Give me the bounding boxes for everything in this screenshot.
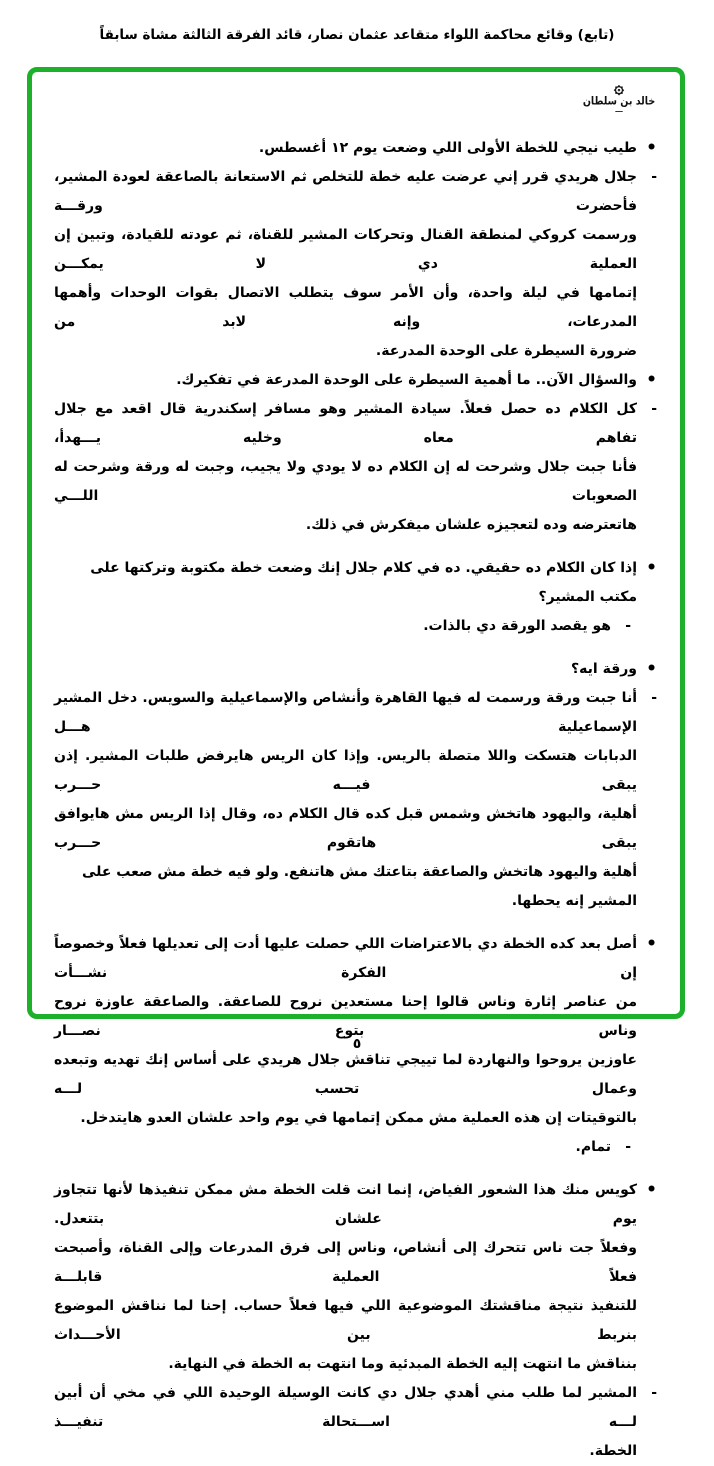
text-line: كل الكلام ده حصل فعلاً. سيادة المشير وهو مسافر إسكندرية قال اقعد مع جلال تفاهم معاه وخليه يـــهدأ، <box>54 401 637 446</box>
text-line: أهلية واليهود هاتخش والصاعقة بتاعتك مش هاتنفع. ولو فيه خطة مش صعب على المشير إنه يحطها. <box>81 864 637 909</box>
text-line: إذا كان الكلام ده حقيقي. ده في كلام جلال إنك وضعت خطة مكتوبة وتركتها على مكتب المشير؟ <box>90 560 637 605</box>
text-line: من عناصر إثارة وناس قالوا إحنا مستعدين نروح للصاعقة. والصاعقة عاوزة نروح وناس بتوع نصـــار <box>54 994 637 1039</box>
question-paragraph <box>54 134 657 163</box>
bullet-marker: • <box>646 558 657 578</box>
text-line: فأنا جبت جلال وشرحت له إن الكلام ده لا يودي ولا يجيب، وجبت له ورقة وشرحت له الصعوبات اللـــي <box>54 459 637 504</box>
bullet-marker: • <box>646 1180 657 1200</box>
content-paragraphs <box>32 134 680 1466</box>
text-line: بالتوقيتات إن هذه العملية مش ممكن إتمامها في يوم واحد علشان العدو هايتدخل. <box>80 1110 637 1126</box>
answer-paragraph <box>54 395 657 540</box>
question-paragraph <box>54 930 657 1133</box>
question-paragraph <box>54 1176 657 1379</box>
text-line: تمام. <box>575 1139 611 1155</box>
text-line: الدبابات هتسكت واللا متصلة بالريس. وإذا كان الريس هايرفض طلبات المشير. إذن يبقى فيـــه حـــرب <box>54 748 637 793</box>
stamp-name: خالد بن سلطان <box>582 95 656 108</box>
answer-paragraph <box>54 684 657 916</box>
text-line: وفعلاً جت ناس تتحرك إلى أنشاص، وناس إلى فرق المدرعات وإلى القناة، وأصبحت فعلاً العملية قابلـــة <box>54 1240 637 1285</box>
text-line: أصل بعد كده الخطة دي بالاعتراضات اللي حصلت عليها أدت إلى تعديلها فعلاً وخصوصاً إن الفكرة نشـــأت <box>54 936 637 981</box>
question-paragraph <box>54 554 657 612</box>
text-line: الخطة. <box>589 1443 637 1459</box>
stamp-crest-icon: ۞ <box>614 78 624 98</box>
text-line: ورقة ايه؟ <box>571 661 637 677</box>
dash-marker: - <box>651 169 657 185</box>
text-line: هاتعترضه وده لتعجيزه علشان ميفكرش في ذلك. <box>305 517 637 533</box>
text-line: ورسمت كروكي لمنطقة القنال وتحركات المشير للقناة، ثم عودته للقيادة، وتبين إن العملية دي لا يمكـــن <box>54 227 637 272</box>
text-line: المشير لما طلب مني أهدي جلال دي كانت الوسيلة الوحيدة اللي في مخي أن أبين لـــه اســـتحالة تنفيـــذ <box>54 1385 637 1430</box>
page-border-frame <box>27 67 685 1459</box>
question-paragraph <box>54 655 657 684</box>
text-line: بنناقش ما انتهت إليه الخطة المبدئية وما انتهت به الخطة في النهاية. <box>168 1356 637 1372</box>
text-line: طيب نيجي للخطة الأولى اللي وضعت يوم ١٢ أغسطس. <box>258 140 637 156</box>
bullet-marker: • <box>646 934 657 954</box>
answer-paragraph <box>54 612 631 641</box>
page-number: ٥ <box>352 1036 362 1052</box>
bullet-marker: • <box>646 659 657 679</box>
text-line: هو يقصد الورقة دي بالذات. <box>423 618 611 634</box>
answer-paragraph <box>54 1133 631 1162</box>
question-paragraph <box>54 366 657 395</box>
khalid-bin-sultan-stamp <box>580 80 658 113</box>
text-line: للتنفيذ نتيجة مناقشتك الموضوعية اللي فيها فعلاً حساب. إحنا لما نناقش الموضوع بنربط بين الأحـــداث <box>54 1298 637 1343</box>
dash-marker: - <box>625 1139 631 1155</box>
stamp-flourish: ـــ <box>615 106 623 114</box>
text-line: أهلية، واليهود هاتخش وشمس قبل كده قال الكلام ده، وقال إذا الريس مش هايوافق يبقى هاتقوم حـــرب <box>54 806 637 851</box>
dash-marker: - <box>651 401 657 417</box>
text-line: أنا جبت ورقة ورسمت له فيها القاهرة وأنشاص والإسماعيلية والسويس. دخل المشير الإسماعيلية هـــل <box>54 690 637 735</box>
text-line: ضرورة السيطرة على الوحدة المدرعة. <box>375 343 637 359</box>
answer-paragraph <box>54 1379 657 1466</box>
bullet-marker: • <box>646 138 657 158</box>
text-line: والسؤال الآن.. ما أهمية السيطرة على الوحدة المدرعة في تفكيرك. <box>176 372 637 388</box>
page-header: (تابع) وقائع محاكمة اللواء متقاعد عثمان نصار، قائد الفرقة الثالثة مشاة سابقاً <box>99 27 615 43</box>
dash-marker: - <box>651 690 657 706</box>
dash-marker: - <box>625 618 631 634</box>
text-line: كويس منك هذا الشعور الفياض، إنما انت قلت الخطة مش ممكن تنفيذها لأنها تتجاوز يوم علشان بتتعدل. <box>54 1182 637 1227</box>
text-line: عاوزين يروحوا والنهاردة لما تييجي تناقش جلال هريدي على أساس إنك تهديه وتبعده وعمال تحسب لـــه <box>54 1052 637 1097</box>
dash-marker: - <box>651 1385 657 1401</box>
answer-paragraph <box>54 163 657 366</box>
text-line: جلال هريدي قرر إني عرضت عليه خطة للتخلص ثم الاستعانة بالصاعقة لعودة المشير، فأحضرت ورقـــة <box>54 169 637 214</box>
text-line: إتمامها في ليلة واحدة، وأن الأمر سوف يتطلب الاتصال بقوات الوحدات وأهمها المدرعات، وإنه لابد من <box>54 285 637 330</box>
bullet-marker: • <box>646 370 657 390</box>
